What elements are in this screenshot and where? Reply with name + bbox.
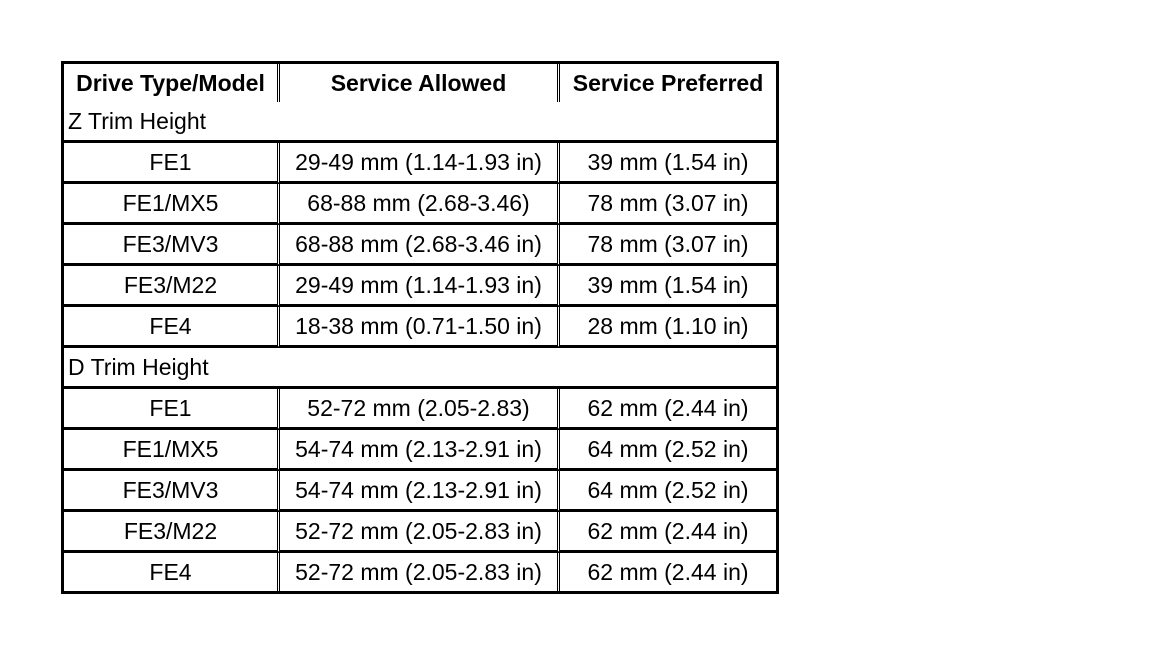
drive-type-cell: FE1 (64, 389, 280, 430)
drive-type-cell: FE4 (64, 553, 280, 591)
service-allowed-cell: 29-49 mm (1.14-1.93 in) (280, 143, 560, 184)
table-row (64, 307, 776, 348)
service-preferred-cell: 28 mm (1.10 in) (560, 307, 776, 348)
drive-type-cell: FE1 (64, 143, 280, 184)
section-row-z-trim (64, 102, 776, 143)
header-service-allowed: Service Allowed (280, 64, 560, 102)
drive-type-cell: FE3/M22 (64, 266, 280, 307)
drive-type-cell: FE3/MV3 (64, 471, 280, 512)
service-allowed-cell: 68-88 mm (2.68-3.46) (280, 184, 560, 225)
header-row (64, 64, 776, 102)
table-row (64, 430, 776, 471)
service-preferred-cell: 62 mm (2.44 in) (560, 512, 776, 553)
table-row (64, 389, 776, 430)
table-row (64, 143, 776, 184)
table-row (64, 471, 776, 512)
drive-type-cell: FE3/M22 (64, 512, 280, 553)
service-allowed-cell: 52-72 mm (2.05-2.83 in) (280, 553, 560, 591)
drive-type-cell: FE1/MX5 (64, 184, 280, 225)
service-allowed-cell: 54-74 mm (2.13-2.91 in) (280, 430, 560, 471)
header-service-preferred: Service Preferred (572, 70, 764, 96)
section-row-d-trim (64, 348, 776, 389)
table-row (64, 553, 776, 591)
drive-type-cell: FE1/MX5 (64, 430, 280, 471)
service-preferred-cell: 39 mm (1.54 in) (560, 143, 776, 184)
section-title: D Trim Height (64, 348, 776, 389)
service-allowed-cell: 54-74 mm (2.13-2.91 in) (280, 471, 560, 512)
trim-height-table (61, 61, 779, 594)
service-allowed-cell: 52-72 mm (2.05-2.83) (280, 389, 560, 430)
table-row (64, 225, 776, 266)
service-preferred-cell: 78 mm (3.07 in) (560, 184, 776, 225)
service-preferred-cell: 78 mm (3.07 in) (560, 225, 776, 266)
service-preferred-cell: 62 mm (2.44 in) (587, 559, 749, 585)
trim-height-table-container (61, 61, 779, 594)
section-title: Z Trim Height (64, 102, 776, 143)
header-drive-type: Drive Type/Model (64, 64, 280, 102)
service-allowed-cell: 52-72 mm (2.05-2.83 in) (280, 512, 560, 553)
service-preferred-cell: 64 mm (2.52 in) (560, 471, 776, 512)
table-row (64, 184, 776, 225)
service-preferred-cell: 64 mm (2.52 in) (560, 430, 776, 471)
service-allowed-cell: 18-38 mm (0.71-1.50 in) (280, 307, 560, 348)
service-preferred-cell: 39 mm (1.54 in) (560, 266, 776, 307)
drive-type-cell: FE4 (64, 307, 280, 348)
service-preferred-cell: 62 mm (2.44 in) (560, 389, 776, 430)
service-allowed-cell: 68-88 mm (2.68-3.46 in) (280, 225, 560, 266)
table-row (64, 266, 776, 307)
drive-type-cell: FE3/MV3 (64, 225, 280, 266)
table-row (64, 512, 776, 553)
service-allowed-cell: 29-49 mm (1.14-1.93 in) (280, 266, 560, 307)
